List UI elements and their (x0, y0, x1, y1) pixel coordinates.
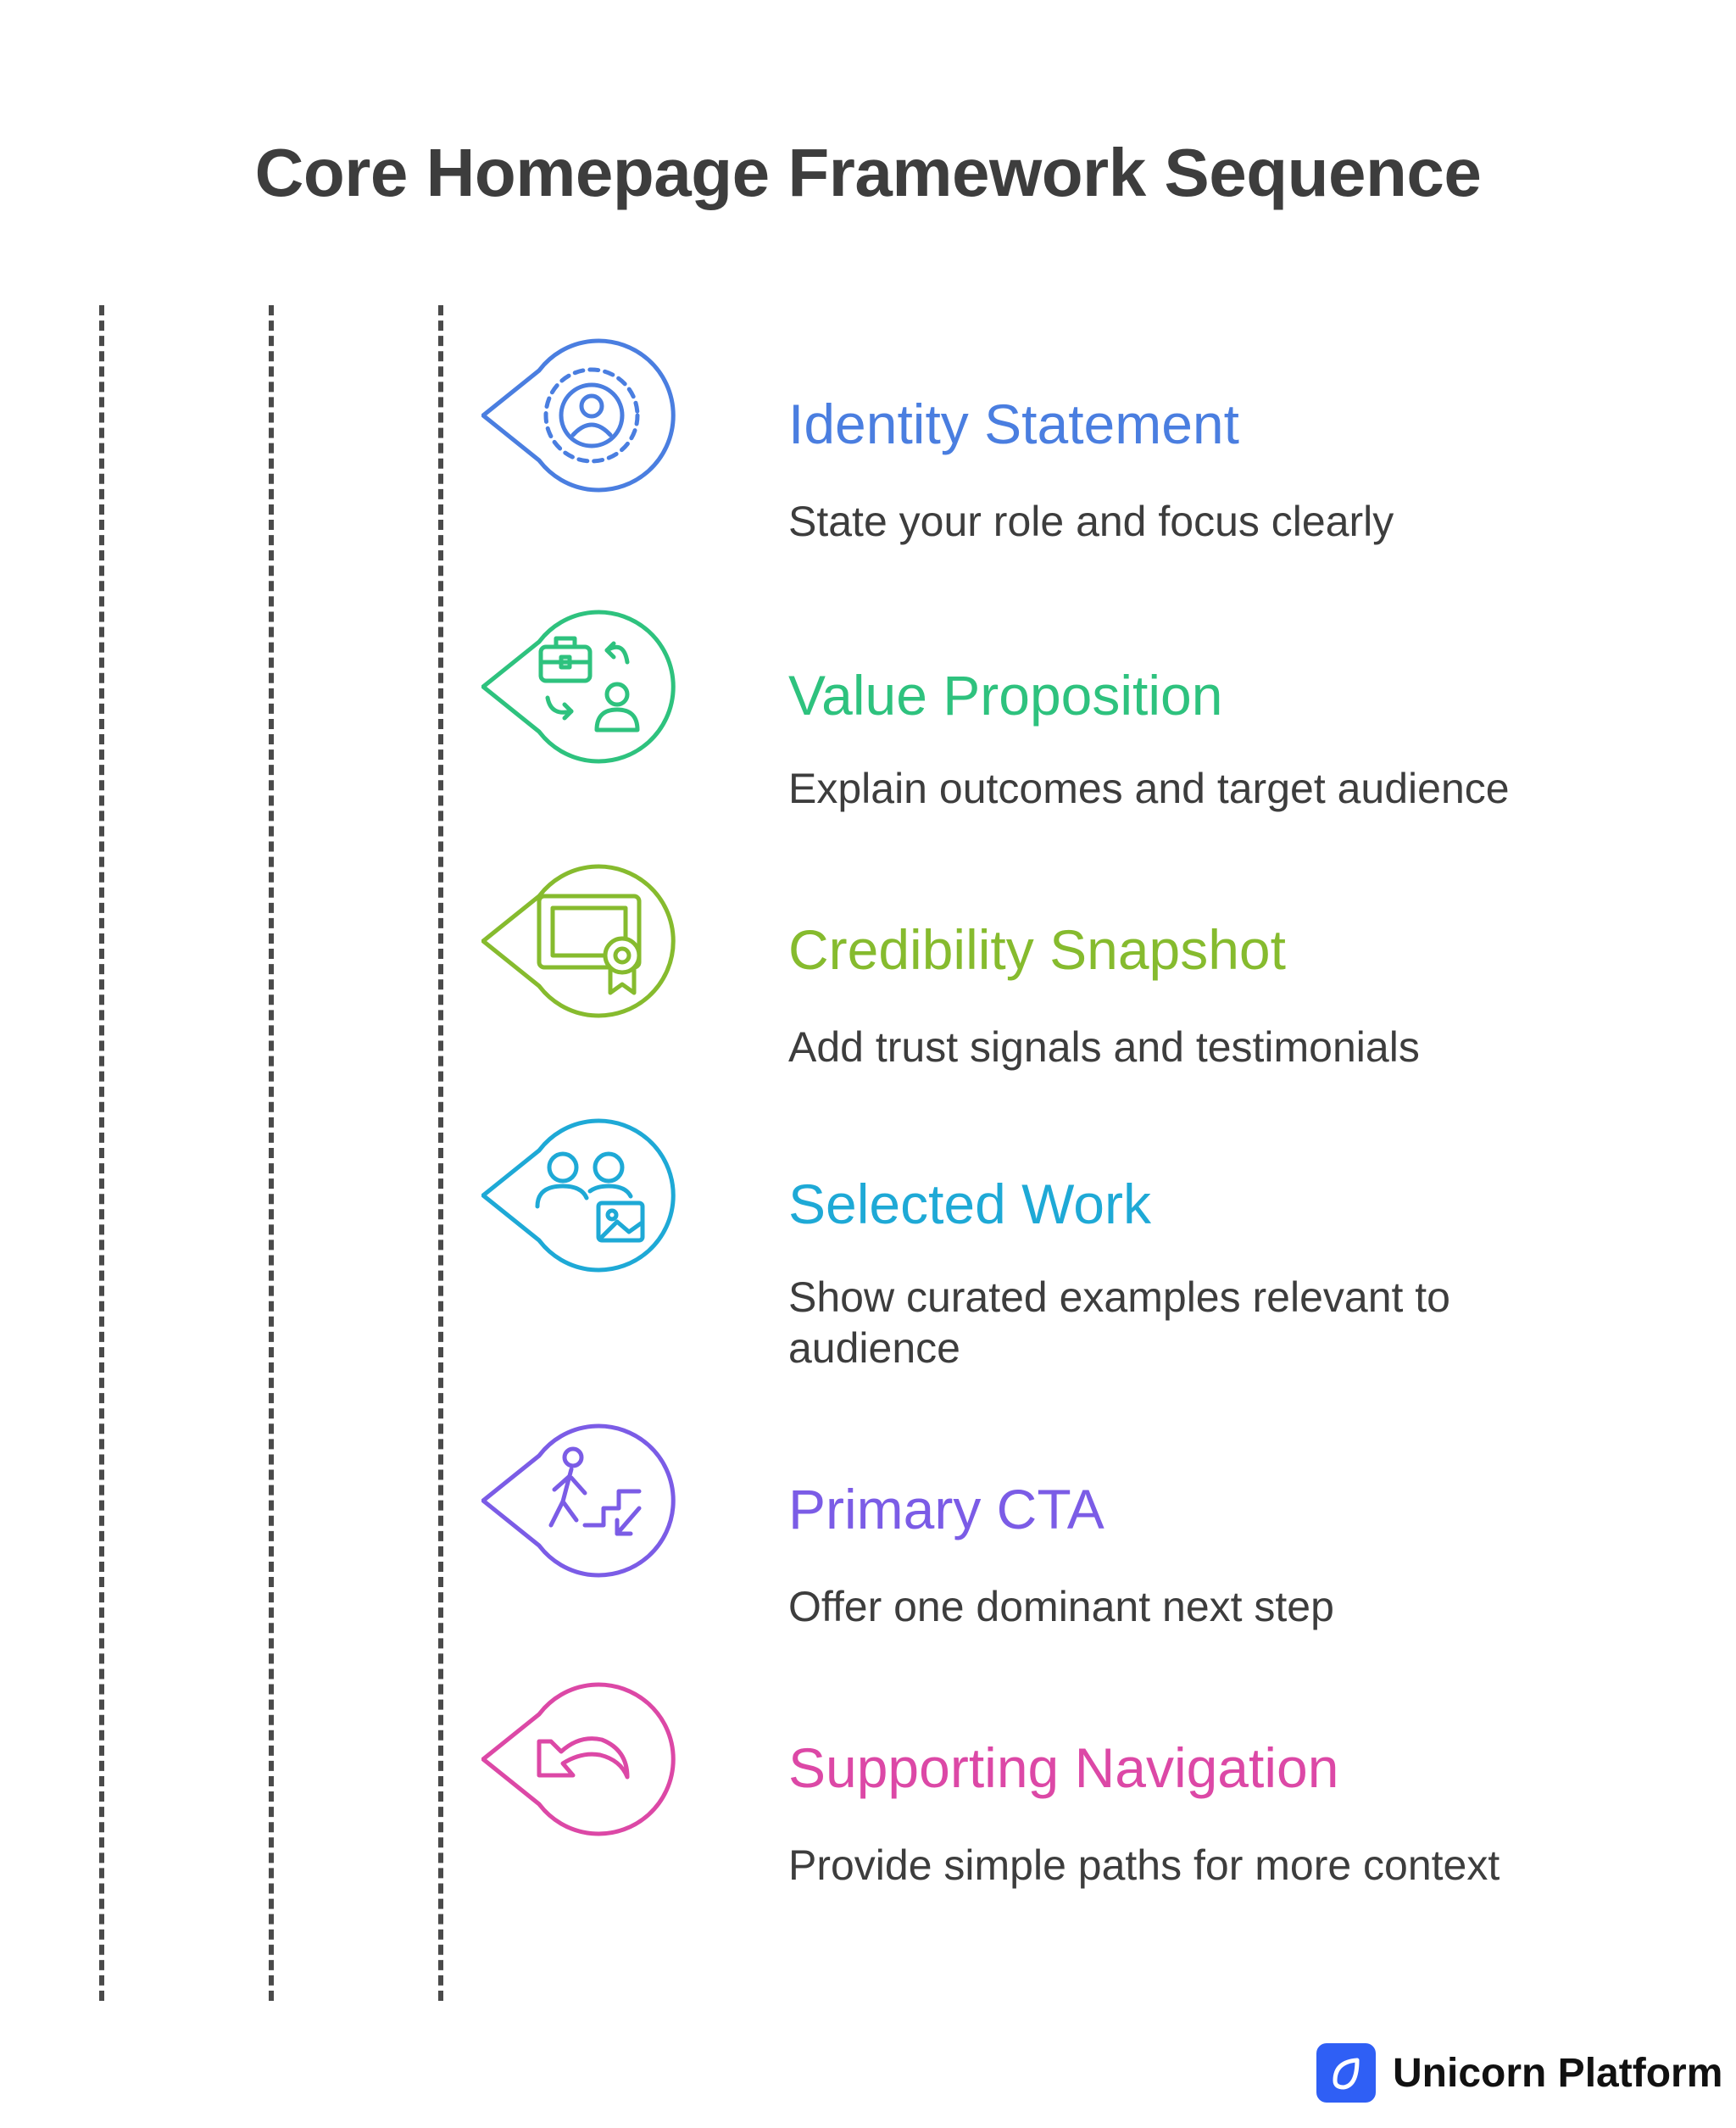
step-heading: Primary CTA (788, 1478, 1104, 1540)
person-climbing-stairs-icon (481, 1420, 685, 1581)
dashed-guide-line (438, 305, 443, 2001)
certificate-icon (481, 861, 685, 1022)
step-heading: Identity Statement (788, 393, 1239, 455)
step-heading: Credibility Snapshot (788, 918, 1286, 981)
dashed-guide-line (269, 305, 274, 2001)
step-heading: Value Proposition (788, 664, 1223, 727)
step-description: Show curated examples relevant to audience (788, 1273, 1450, 1372)
unicorn-platform-logo-icon (1316, 2043, 1376, 2103)
step-heading: Supporting Navigation (788, 1736, 1339, 1799)
step-description: State your role and focus clearly (788, 498, 1394, 545)
step-description: Explain outcomes and target audience (788, 765, 1510, 812)
portfolio-users-icon (481, 1115, 685, 1276)
dashed-guide-line (99, 305, 104, 2001)
briefcase-exchange-icon (481, 606, 685, 767)
return-arrow-icon (481, 1679, 685, 1840)
step-description: Add trust signals and testimonials (788, 1023, 1420, 1071)
step-description: Offer one dominant next step (788, 1583, 1334, 1630)
step-heading: Selected Work (788, 1173, 1151, 1235)
user-profile-icon (481, 335, 685, 496)
step-description: Provide simple paths for more context (788, 1841, 1500, 1889)
page-title: Core Homepage Framework Sequence (254, 135, 1482, 210)
brand-name: Unicorn Platform (1393, 2051, 1723, 2096)
